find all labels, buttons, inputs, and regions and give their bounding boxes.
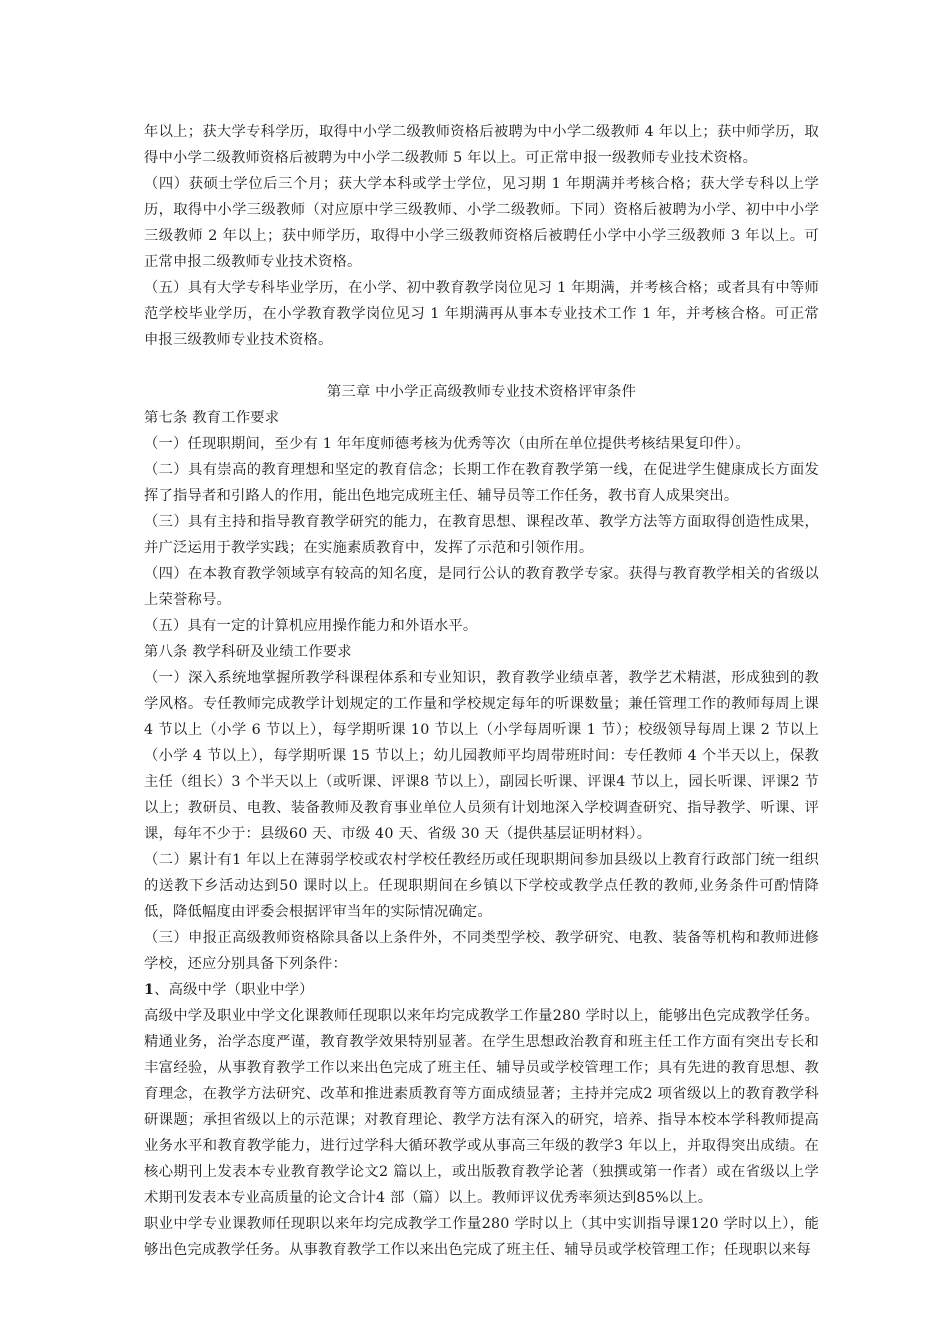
article-item: （二）累计有1 年以上在薄弱学校或农村学校任教经历或任现职期间参加县级以上教育行政部门统一组织的送教下乡活动达到50 课时以上。任现职期间在乡镇以下学校或教学点任教的教师,业务条件可酌情降低，降低幅度由评委会根据评审当年的实际情况确定。 xyxy=(144,852,819,920)
article-item: （一）任现职期间，至少有 1 年年度师德考核为优秀等次（由所在单位提供考核结果复印件）。 xyxy=(144,436,751,452)
article-heading: 第七条 教育工作要求 xyxy=(144,410,280,426)
paragraph: （四）获硕士学位后三个月；获大学本科或学士学位，见习期 1 年期满并考核合格；获大学专科以上学历，取得中小学三级教师（对应原中学三级教师、小学二级教师。下同）资格后被聘为小学、初中中小学三级教师 2 年以上；获中师学历，取得中小学三级教师资格后被聘任小学中小学三级教师 3 年以上。可正常申报二级教师专业技术资格。 xyxy=(144,176,819,270)
paragraph: 职业中学专业课教师任现职以来年均完成教学工作量280 学时以上（其中实训指导课120 学时以上），能够出色完成教学任务。从事教育教学工作以来出色完成了班主任、辅导员或学校管理工作；任现职以来每 xyxy=(144,1216,819,1258)
article-item: （二）具有崇高的教育理想和坚定的教育信念；长期工作在教育教学第一线，在促进学生健康成长方面发挥了指导者和引路人的作用，能出色地完成班主任、辅导员等工作任务，教书育人成果突出。 xyxy=(144,462,819,504)
article-item: （一）深入系统地掌握所教学科课程体系和专业知识，教育教学业绩卓著，教学艺术精湛，形成独到的教学风格。专任教师完成教学计划规定的工作量和学校规定每年的听课数量；兼任管理工作的教师每周上课 4 节以上（小学 6 节以上），每学期听课 10 节以上（小学每周听课 1 节）；校级领导每周上课 2 节以上（小学 4 节以上），每学期听课 15 节以上；幼儿园教师平均周带班时间：专任教师 4 个半天以上，保教主任（组长）3 个半天以上（或听课、评课8 节以上），副园长听课、评课4 节以上，园长听课、评课2 节以上；教研员、电教、装备教师及教育事业单位人员须有计划地深入学校调查研究、指导教学、听课、评课，每年不少于：县级60 天、市级 40 天、省级 30 天（提供基层证明材料）。 xyxy=(144,670,819,842)
paragraph: 年以上；获大学专科学历，取得中小学二级教师资格后被聘为中小学二级教师 4 年以上；获中师学历，取得中小学二级教师资格后被聘为中小学二级教师 5 年以上。可正常申报一级教师专业技术资格。 xyxy=(144,124,819,166)
paragraph: 高级中学及职业中学文化课教师任现职以来年均完成教学工作量280 学时以上，能够出色完成教学任务。精通业务，治学态度严谨，教育教学效果特别显著。在学生思想政治教育和班主任工作方面有突出专长和丰富经验，从事教育教学工作以来出色完成了班主任、辅导员或学校管理工作；具有先进的教育思想、教育理念，在教学方法研究、改革和推进素质教育等方面成绩显著；主持并完成2 项省级以上的教育教学科研课题；承担省级以上的示范课；对教育理论、教学方法有深入的研究，培养、指导本校本学科教师提高业务水平和教育教学能力，进行过学科大循环教学或从事高三年级的教学3 年以上，并取得突出成绩。在核心期刊上发表本专业教育教学论文2 篇以上，或出版教育教学论著（独撰或第一作者）或在省级以上学术期刊发表本专业高质量的论文合计4 部（篇）以上。教师评议优秀率须达到85%以上。 xyxy=(144,1008,819,1206)
section-heading-text: 、高级中学（职业中学） xyxy=(154,982,314,998)
document-body xyxy=(144,119,819,1263)
article-item: （四）在本教育教学领域享有较高的知名度，是同行公认的教育教学专家。获得与教育教学相关的省级以上荣誉称号。 xyxy=(144,566,819,608)
article-item: （五）具有一定的计算机应用操作能力和外语水平。 xyxy=(144,618,478,634)
section-heading xyxy=(144,977,819,1003)
article-item: （三）具有主持和指导教育教学研究的能力，在教育思想、课程改革、教学方法等方面取得创造性成果，并广泛运用于教学实践；在实施素质教育中，发挥了示范和引领作用。 xyxy=(144,514,819,556)
article-item: （三）申报正高级教师资格除具备以上条件外，不同类型学校、教学研究、电教、装备等机构和教师进修学校，还应分别具备下列条件： xyxy=(144,930,819,972)
section-number: 1 xyxy=(144,982,155,998)
article-heading: 第八条 教学科研及业绩工作要求 xyxy=(144,644,352,660)
chapter-title: 第三章 中小学正高级教师专业技术资格评审条件 xyxy=(326,384,637,400)
paragraph: （五）具有大学专科毕业学历，在小学、初中教育教学岗位见习 1 年期满，并考核合格；或者具有中等师范学校毕业学历，在小学教育教学岗位见习 1 年期满再从事本专业技术工作 1 年，并考核合格。可正常申报三级教师专业技术资格。 xyxy=(144,280,819,348)
